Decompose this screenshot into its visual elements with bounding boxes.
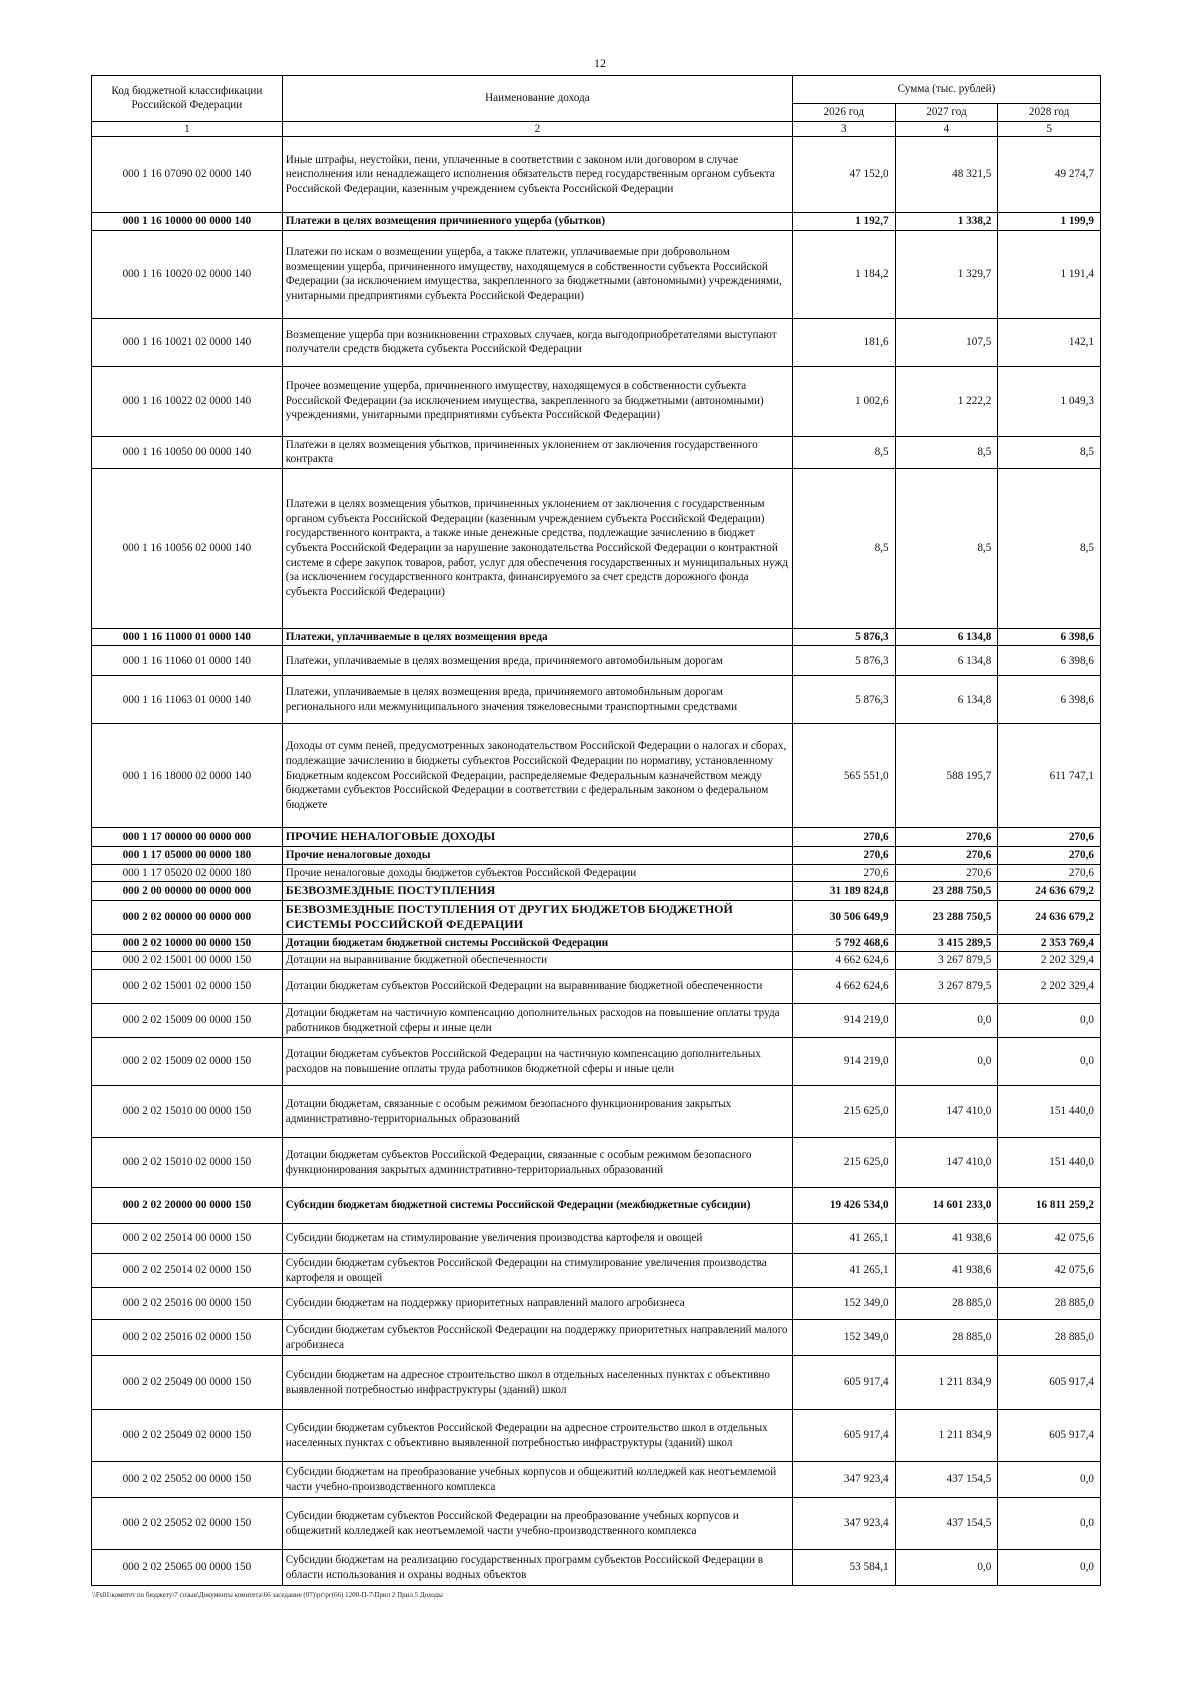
row-value-2026: 152 349,0 — [792, 1320, 895, 1356]
row-value-2026: 41 265,1 — [792, 1224, 895, 1254]
table-row — [92, 900, 1101, 934]
row-value-2027: 588 195,7 — [895, 724, 998, 828]
row-code: 000 2 02 15001 00 0000 150 — [92, 952, 283, 970]
row-value-2028: 49 274,7 — [998, 137, 1101, 213]
row-value-2028: 24 636 679,2 — [998, 882, 1101, 901]
row-name: Субсидии бюджетам субъектов Российской Федерации на преобразование учебных корпусов и общежитий колледжей как неотъемлемой части учебно-производственного комплекса — [282, 1498, 792, 1550]
row-value-2026: 5 876,3 — [792, 676, 895, 724]
row-value-2026: 270,6 — [792, 828, 895, 847]
row-value-2027: 107,5 — [895, 318, 998, 366]
row-value-2026: 347 923,4 — [792, 1462, 895, 1498]
row-value-2028: 0,0 — [998, 1462, 1101, 1498]
row-value-2027: 41 938,6 — [895, 1254, 998, 1288]
row-value-2028: 6 398,6 — [998, 628, 1101, 646]
row-value-2027: 14 601 233,0 — [895, 1188, 998, 1224]
col-number-5: 5 — [998, 121, 1101, 137]
row-value-2026: 1 192,7 — [792, 213, 895, 231]
table-row — [92, 1086, 1101, 1138]
row-value-2028: 6 398,6 — [998, 676, 1101, 724]
row-code: 000 1 16 10056 02 0000 140 — [92, 468, 283, 628]
row-value-2026: 1 002,6 — [792, 366, 895, 436]
row-name: Дотации бюджетам бюджетной системы Российской Федерации — [282, 934, 792, 952]
row-name: ПРОЧИЕ НЕНАЛОГОВЫЕ ДОХОДЫ — [282, 828, 792, 847]
row-value-2027: 28 885,0 — [895, 1288, 998, 1320]
row-name: Платежи в целях возмещения убытков, причиненных уклонением от заключения с государственным органом субъекта Российской Федерации (казенным учреждением субъекта Российской Федерации) государственного контракта, а также иные денежные средства, подлежащие зачислению в бюджет субъекта Российской Федерации за нарушение законодательства Российской Федерации о контрактной системе в сфере закупок товаров, работ, услуг для обеспечения государственных и муниципальных нужд (за исключением государственного контракта, финансируемого за счет средств дорожного фонда субъекта Российской Федерации) — [282, 468, 792, 628]
row-value-2028: 6 398,6 — [998, 646, 1101, 676]
row-value-2026: 31 189 824,8 — [792, 882, 895, 901]
col-number-4: 4 — [895, 121, 998, 137]
row-name: Прочие неналоговые доходы бюджетов субъектов Российской Федерации — [282, 864, 792, 882]
row-name: Субсидии бюджетам на адресное строительство школ в отдельных населенных пунктах с объективно выявленной потребностью инфраструктуры (зданий) школ — [282, 1356, 792, 1410]
row-value-2027: 3 267 879,5 — [895, 952, 998, 970]
row-code: 000 1 17 05000 00 0000 180 — [92, 846, 283, 864]
row-value-2028: 2 202 329,4 — [998, 952, 1101, 970]
table-row — [92, 230, 1101, 318]
table-row — [92, 318, 1101, 366]
row-name: Субсидии бюджетам на стимулирование увеличения производства картофеля и овощей — [282, 1224, 792, 1254]
row-value-2026: 215 625,0 — [792, 1086, 895, 1138]
row-value-2028: 142,1 — [998, 318, 1101, 366]
row-code: 000 2 02 25014 00 0000 150 — [92, 1224, 283, 1254]
row-code: 000 2 02 25014 02 0000 150 — [92, 1254, 283, 1288]
row-name: Возмещение ущерба при возникновении страховых случаев, когда выгодоприобретателями выступают получатели средств бюджета субъекта Российской Федерации — [282, 318, 792, 366]
table-row — [92, 468, 1101, 628]
row-code: 000 2 02 25052 00 0000 150 — [92, 1462, 283, 1498]
row-value-2028: 270,6 — [998, 846, 1101, 864]
row-code: 000 1 16 10050 00 0000 140 — [92, 436, 283, 468]
table-body — [92, 137, 1101, 1586]
row-value-2026: 914 219,0 — [792, 1004, 895, 1038]
row-code: 000 2 02 15009 02 0000 150 — [92, 1038, 283, 1086]
row-value-2027: 0,0 — [895, 1550, 998, 1586]
row-code: 000 1 17 00000 00 0000 000 — [92, 828, 283, 847]
row-value-2027: 8,5 — [895, 468, 998, 628]
row-value-2027: 270,6 — [895, 864, 998, 882]
row-code: 000 1 16 10000 00 0000 140 — [92, 213, 283, 231]
row-value-2026: 47 152,0 — [792, 137, 895, 213]
row-value-2028: 611 747,1 — [998, 724, 1101, 828]
row-name: Платежи в целях возмещения убытков, причиненных уклонением от заключения государственного контракта — [282, 436, 792, 468]
row-code: 000 2 02 20000 00 0000 150 — [92, 1188, 283, 1224]
row-value-2026: 347 923,4 — [792, 1498, 895, 1550]
table-row — [92, 724, 1101, 828]
table-row — [92, 934, 1101, 952]
row-value-2026: 4 662 624,6 — [792, 952, 895, 970]
table-row — [92, 1320, 1101, 1356]
row-name: Платежи в целях возмещения причиненного ущерба (убытков) — [282, 213, 792, 231]
row-code: 000 2 02 25049 00 0000 150 — [92, 1356, 283, 1410]
row-value-2026: 19 426 534,0 — [792, 1188, 895, 1224]
row-value-2026: 30 506 649,9 — [792, 900, 895, 934]
table-row — [92, 882, 1101, 901]
table-row — [92, 1224, 1101, 1254]
row-value-2027: 1 211 834,9 — [895, 1356, 998, 1410]
row-name: Субсидии бюджетам субъектов Российской Федерации на поддержку приоритетных направлений малого агробизнеса — [282, 1320, 792, 1356]
table-row — [92, 1038, 1101, 1086]
row-value-2026: 152 349,0 — [792, 1288, 895, 1320]
row-code: 000 1 17 05020 02 0000 180 — [92, 864, 283, 882]
table-row — [92, 628, 1101, 646]
row-value-2027: 48 321,5 — [895, 137, 998, 213]
row-code: 000 2 02 15009 00 0000 150 — [92, 1004, 283, 1038]
row-value-2028: 270,6 — [998, 864, 1101, 882]
row-value-2028: 1 199,9 — [998, 213, 1101, 231]
row-name: Платежи, уплачиваемые в целях возмещения вреда — [282, 628, 792, 646]
header-year-2027: 2027 год — [895, 104, 998, 122]
row-value-2028: 151 440,0 — [998, 1138, 1101, 1188]
row-name: Иные штрафы, неустойки, пени, уплаченные в соответствии с законом или договором в случае неисполнения или ненадлежащего исполнения обязательств перед государственным органом субъекта Российской Федерации, казенным учреждением субъекта Российской Федерации — [282, 137, 792, 213]
row-value-2027: 147 410,0 — [895, 1138, 998, 1188]
row-name: Субсидии бюджетам субъектов Российской Федерации на стимулирование увеличения производства картофеля и овощей — [282, 1254, 792, 1288]
row-code: 000 1 16 07090 02 0000 140 — [92, 137, 283, 213]
table-row — [92, 1288, 1101, 1320]
row-name: БЕЗВОЗМЕЗДНЫЕ ПОСТУПЛЕНИЯ — [282, 882, 792, 901]
table-row — [92, 1004, 1101, 1038]
row-name: Субсидии бюджетам на реализацию государственных программ субъектов Российской Федерации в области использования и охраны водных объектов — [282, 1550, 792, 1586]
row-name: Дотации бюджетам на частичную компенсацию дополнительных расходов на повышение оплаты труда работников бюджетной сферы и иные цели — [282, 1004, 792, 1038]
table-row — [92, 1356, 1101, 1410]
col-number-2: 2 — [282, 121, 792, 137]
row-value-2026: 5 876,3 — [792, 646, 895, 676]
table-row — [92, 952, 1101, 970]
row-value-2028: 0,0 — [998, 1038, 1101, 1086]
row-value-2027: 6 134,8 — [895, 628, 998, 646]
row-value-2027: 270,6 — [895, 846, 998, 864]
row-value-2028: 605 917,4 — [998, 1410, 1101, 1462]
row-value-2026: 914 219,0 — [792, 1038, 895, 1086]
row-value-2028: 42 075,6 — [998, 1224, 1101, 1254]
row-value-2027: 0,0 — [895, 1004, 998, 1038]
row-value-2028: 0,0 — [998, 1550, 1101, 1586]
row-name: Дотации бюджетам субъектов Российской Федерации на частичную компенсацию дополнительных расходов на повышение оплаты труда работников бюджетной сферы и иные цели — [282, 1038, 792, 1086]
row-code: 000 1 16 11060 01 0000 140 — [92, 646, 283, 676]
row-value-2026: 215 625,0 — [792, 1138, 895, 1188]
row-value-2027: 28 885,0 — [895, 1320, 998, 1356]
row-value-2028: 151 440,0 — [998, 1086, 1101, 1138]
row-value-2028: 270,6 — [998, 828, 1101, 847]
row-code: 000 2 02 25016 00 0000 150 — [92, 1288, 283, 1320]
row-name: Дотации на выравнивание бюджетной обеспеченности — [282, 952, 792, 970]
row-code: 000 2 02 00000 00 0000 000 — [92, 900, 283, 934]
table-row — [92, 137, 1101, 213]
row-value-2026: 5 876,3 — [792, 628, 895, 646]
row-value-2027: 147 410,0 — [895, 1086, 998, 1138]
table-row — [92, 1188, 1101, 1224]
row-value-2027: 1 329,7 — [895, 230, 998, 318]
row-value-2026: 4 662 624,6 — [792, 970, 895, 1004]
header-code: Код бюджетной классификации Российской Федерации — [92, 76, 283, 122]
table-row — [92, 1462, 1101, 1498]
row-value-2028: 605 917,4 — [998, 1356, 1101, 1410]
row-code: 000 2 02 25052 02 0000 150 — [92, 1498, 283, 1550]
row-value-2027: 6 134,8 — [895, 676, 998, 724]
row-value-2026: 270,6 — [792, 846, 895, 864]
row-name: Прочее возмещение ущерба, причиненного имуществу, находящемуся в собственности субъекта Российской Федерации (за исключением имущества, закрепленного за бюджетными (автономными) учреждениями, унитарными предприятиями субъекта Российской Федерации) — [282, 366, 792, 436]
row-value-2026: 270,6 — [792, 864, 895, 882]
row-name: Субсидии бюджетам бюджетной системы Российской Федерации (межбюджетные субсидии) — [282, 1188, 792, 1224]
row-value-2028: 0,0 — [998, 1004, 1101, 1038]
row-value-2028: 2 202 329,4 — [998, 970, 1101, 1004]
row-value-2028: 16 811 259,2 — [998, 1188, 1101, 1224]
header-year-2026: 2026 год — [792, 104, 895, 122]
row-name: Субсидии бюджетам субъектов Российской Федерации на адресное строительство школ в отдельных населенных пунктах с объективно выявленной потребностью инфраструктуры (зданий) школ — [282, 1410, 792, 1462]
revenue-table — [91, 75, 1101, 1586]
row-value-2026: 1 184,2 — [792, 230, 895, 318]
row-value-2028: 24 636 679,2 — [998, 900, 1101, 934]
row-value-2028: 1 049,3 — [998, 366, 1101, 436]
row-value-2027: 23 288 750,5 — [895, 900, 998, 934]
row-value-2027: 270,6 — [895, 828, 998, 847]
header-year-2028: 2028 год — [998, 104, 1101, 122]
row-value-2028: 28 885,0 — [998, 1288, 1101, 1320]
row-value-2026: 605 917,4 — [792, 1356, 895, 1410]
row-code: 000 2 02 15001 02 0000 150 — [92, 970, 283, 1004]
row-code: 000 2 02 15010 02 0000 150 — [92, 1138, 283, 1188]
row-name: Доходы от сумм пеней, предусмотренных законодательством Российской Федерации о налогах и сборах, подлежащие зачислению в бюджеты субъектов Российской Федерации по нормативу, установленному Бюджетным кодексом Российской Федерации, распределяемые Федеральным казначейством между бюджетами субъектов Российской Федерации в соответствии с федеральным законом о федеральном бюджете — [282, 724, 792, 828]
row-code: 000 1 16 11000 01 0000 140 — [92, 628, 283, 646]
row-code: 000 2 02 10000 00 0000 150 — [92, 934, 283, 952]
row-code: 000 1 16 18000 02 0000 140 — [92, 724, 283, 828]
table-row — [92, 1254, 1101, 1288]
row-value-2028: 2 353 769,4 — [998, 934, 1101, 952]
table-row — [92, 1550, 1101, 1586]
row-value-2026: 8,5 — [792, 468, 895, 628]
row-value-2028: 42 075,6 — [998, 1254, 1101, 1288]
row-value-2027: 437 154,5 — [895, 1498, 998, 1550]
row-value-2026: 605 917,4 — [792, 1410, 895, 1462]
table-row — [92, 970, 1101, 1004]
row-value-2028: 0,0 — [998, 1498, 1101, 1550]
row-name: Дотации бюджетам субъектов Российской Федерации, связанные с особым режимом безопасного функционирования закрытых административно-территориальных образований — [282, 1138, 792, 1188]
table-row — [92, 676, 1101, 724]
row-name: Субсидии бюджетам на поддержку приоритетных направлений малого агробизнеса — [282, 1288, 792, 1320]
row-value-2026: 565 551,0 — [792, 724, 895, 828]
row-name: Субсидии бюджетам на преобразование учебных корпусов и общежитий колледжей как неотъемлемой части учебно-производственного комплекса — [282, 1462, 792, 1498]
row-value-2026: 181,6 — [792, 318, 895, 366]
row-name: Платежи по искам о возмещении ущерба, а также платежи, уплачиваемые при добровольном возмещении ущерба, причиненного имуществу, находящемуся в собственности субъекта Российской Федерации (за исключением имущества, закрепленного за бюджетными (автономными) учреждениями, унитарными предприятиями субъекта Российской Федерации) — [282, 230, 792, 318]
col-number-3: 3 — [792, 121, 895, 137]
row-code: 000 2 02 15010 00 0000 150 — [92, 1086, 283, 1138]
row-code: 000 2 02 25016 02 0000 150 — [92, 1320, 283, 1356]
row-code: 000 1 16 10021 02 0000 140 — [92, 318, 283, 366]
row-name: Прочие неналоговые доходы — [282, 846, 792, 864]
row-name: Дотации бюджетам, связанные с особым режимом безопасного функционирования закрытых административно-территориальных образований — [282, 1086, 792, 1138]
row-value-2027: 23 288 750,5 — [895, 882, 998, 901]
row-value-2027: 6 134,8 — [895, 646, 998, 676]
row-name: Платежи, уплачиваемые в целях возмещения вреда, причиняемого автомобильным дорогам регионального или межмуниципального значения тяжеловесными транспортными средствами — [282, 676, 792, 724]
row-name: Платежи, уплачиваемые в целях возмещения вреда, причиняемого автомобильным дорогам — [282, 646, 792, 676]
footer-file-path: \\Fs01\комитет по бюджету\7 созыв\Документы комитета\66 заседание (07)\рг\рг(66) 1200-П-7\Прил 2 Прил 5 Доходы — [92, 1591, 443, 1599]
row-code: 000 1 16 10022 02 0000 140 — [92, 366, 283, 436]
table-row — [92, 1410, 1101, 1462]
row-value-2028: 8,5 — [998, 468, 1101, 628]
table-row — [92, 213, 1101, 231]
col-number-1: 1 — [92, 121, 283, 137]
row-value-2027: 437 154,5 — [895, 1462, 998, 1498]
table-row — [92, 1498, 1101, 1550]
row-value-2027: 3 267 879,5 — [895, 970, 998, 1004]
row-value-2027: 1 211 834,9 — [895, 1410, 998, 1462]
row-value-2027: 8,5 — [895, 436, 998, 468]
table-row — [92, 366, 1101, 436]
row-code: 000 1 16 11063 01 0000 140 — [92, 676, 283, 724]
table-row — [92, 436, 1101, 468]
row-value-2026: 5 792 468,6 — [792, 934, 895, 952]
table-row — [92, 646, 1101, 676]
row-code: 000 1 16 10020 02 0000 140 — [92, 230, 283, 318]
row-value-2028: 1 191,4 — [998, 230, 1101, 318]
row-value-2026: 41 265,1 — [792, 1254, 895, 1288]
header-sum: Сумма (тыс. рублей) — [792, 76, 1100, 104]
row-code: 000 2 02 25065 00 0000 150 — [92, 1550, 283, 1586]
table-row — [92, 864, 1101, 882]
row-name: Дотации бюджетам субъектов Российской Федерации на выравнивание бюджетной обеспеченности — [282, 970, 792, 1004]
row-value-2027: 0,0 — [895, 1038, 998, 1086]
row-name: БЕЗВОЗМЕЗДНЫЕ ПОСТУПЛЕНИЯ ОТ ДРУГИХ БЮДЖЕТОВ БЮДЖЕТНОЙ СИСТЕМЫ РОССИЙСКОЙ ФЕДЕРАЦИИ — [282, 900, 792, 934]
row-value-2027: 41 938,6 — [895, 1224, 998, 1254]
row-value-2027: 3 415 289,5 — [895, 934, 998, 952]
row-code: 000 2 00 00000 00 0000 000 — [92, 882, 283, 901]
row-value-2027: 1 222,2 — [895, 366, 998, 436]
table-row — [92, 828, 1101, 847]
page-number: 12 — [594, 56, 606, 70]
table-row — [92, 846, 1101, 864]
row-value-2027: 1 338,2 — [895, 213, 998, 231]
row-value-2028: 8,5 — [998, 436, 1101, 468]
row-value-2026: 53 584,1 — [792, 1550, 895, 1586]
header-name: Наименование дохода — [282, 76, 792, 122]
table-row — [92, 1138, 1101, 1188]
row-value-2026: 8,5 — [792, 436, 895, 468]
row-value-2028: 28 885,0 — [998, 1320, 1101, 1356]
row-code: 000 2 02 25049 02 0000 150 — [92, 1410, 283, 1462]
